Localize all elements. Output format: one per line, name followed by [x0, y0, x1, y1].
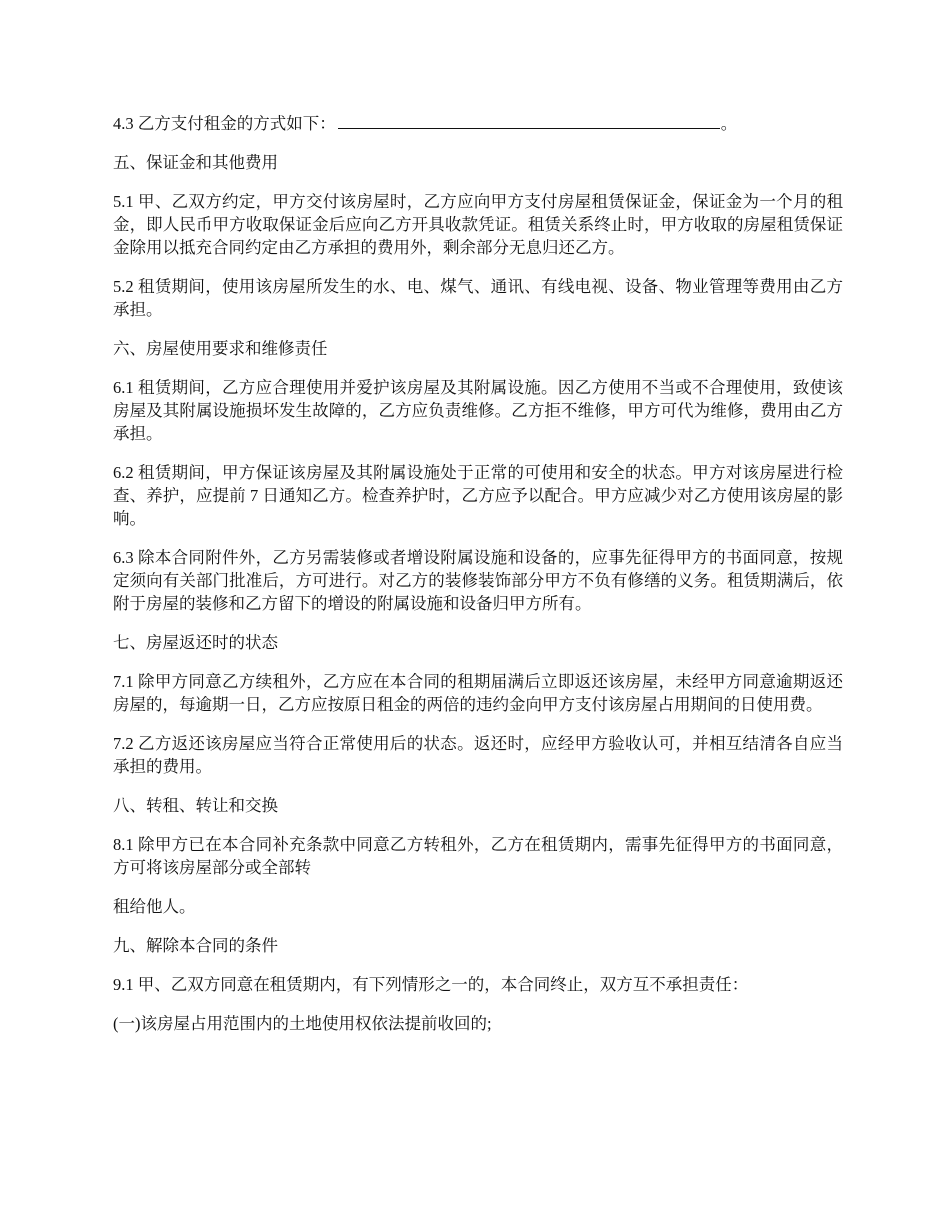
clause-4-3-end: 。 [720, 114, 738, 133]
section-heading-5: 五、保证金和其他费用 [113, 153, 278, 172]
section-heading-6: 六、房屋使用要求和维修责任 [113, 339, 328, 358]
clause-8-1: 8.1 除甲方已在本合同补充条款中同意乙方转租外，乙方在租赁期内，需事先征得甲方的书面同意，方可将该房屋部分或全部转 [113, 835, 843, 877]
section-heading-7: 七、房屋返还时的状态 [113, 633, 278, 652]
clause-9-1-item-1: (一)该房屋占用范围内的土地使用权依法提前收回的; [113, 1014, 492, 1033]
clause-6-3: 6.3 除本合同附件外，乙方另需装修或者增设附属设施和设备的，应事先征得甲方的书面同意，按规定须向有关部门批准后，方可进行。对乙方的装修装饰部分甲方不负有修缮的义务。租赁期满后，依附于房屋的装修和乙方留下的增设的附属设施和设备归甲方所有。 [113, 548, 843, 613]
clause-8-1-continued: 租给他人。 [113, 897, 196, 916]
clause-7-2: 7.2 乙方返还该房屋应当符合正常使用后的状态。返还时，应经甲方验收认可，并相互结清各自应当承担的费用。 [113, 734, 843, 776]
clause-9-1: 9.1 甲、乙双方同意在租赁期内，有下列情形之一的，本合同终止，双方互不承担责任： [113, 975, 749, 994]
clause-4-3-text: 4.3 乙方支付租金的方式如下： [113, 114, 336, 133]
clause-5-2: 5.2 租赁期间，使用该房屋所发生的水、电、煤气、通讯、有线电视、设备、物业管理等费用由乙方承担。 [113, 277, 843, 319]
section-heading-9: 九、解除本合同的条件 [113, 936, 278, 955]
clause-7-1: 7.1 除甲方同意乙方续租外，乙方应在本合同的租期届满后立即返还该房屋，未经甲方同意逾期返还房屋的，每逾期一日，乙方应按原日租金的两倍的违约金向甲方支付该房屋占用期间的日使用费。 [113, 672, 843, 714]
clause-5-1: 5.1 甲、乙双方约定，甲方交付该房屋时，乙方应向甲方支付房屋租赁保证金，保证金为一个月的租金，即人民币甲方收取保证金后应向乙方开具收款凭证。租赁关系终止时，甲方收取的房屋租赁保证金除用以抵充合同约定由乙方承担的费用外，剩余部分无息归还乙方。 [113, 192, 843, 257]
document-body [113, 112, 843, 1051]
clause-6-1: 6.1 租赁期间，乙方应合理使用并爱护该房屋及其附属设施。因乙方使用不当或不合理使用，致使该房屋及其附属设施损坏发生故障的，乙方应负责维修。乙方拒不维修，甲方可代为维修，费用由乙方承担。 [113, 378, 843, 443]
clause-6-2: 6.2 租赁期间，甲方保证该房屋及其附属设施处于正常的可使用和安全的状态。甲方对该房屋进行检查、养护，应提前 7 日通知乙方。检查养护时，乙方应予以配合。甲方应减少对乙方使用该房屋的影响。 [113, 463, 843, 528]
section-heading-8: 八、转租、转让和交换 [113, 796, 278, 815]
clause-4-3 [113, 112, 843, 135]
payment-method-blank [338, 112, 720, 129]
